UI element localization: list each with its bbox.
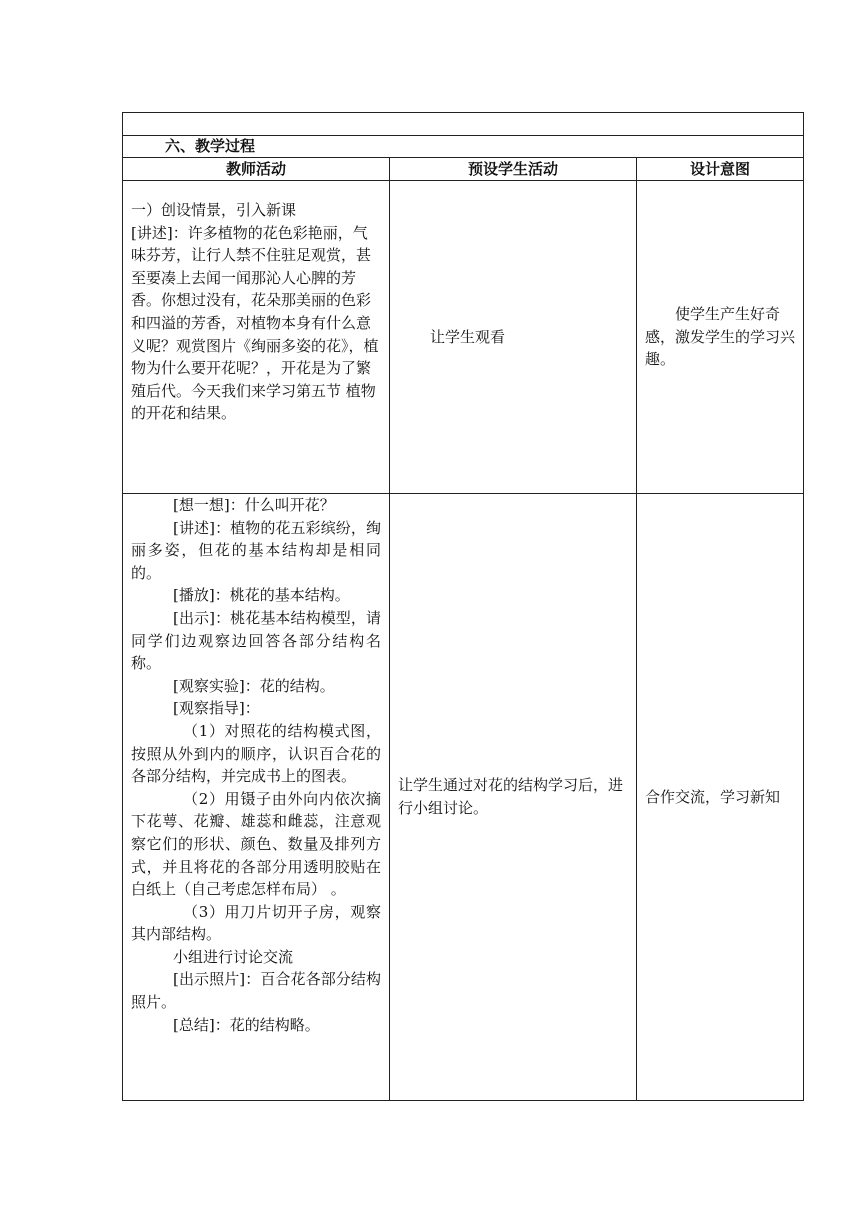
teacher-line: [总结]：花的结构略。 [173,1015,320,1034]
teacher-line: （3）用刀片切开子房，观察其内部结构。 [131,902,381,944]
header-student-activity: 预设学生活动 [390,158,637,181]
section-row [123,136,804,158]
teacher-line: [讲述]：植物的花五彩缤纷，绚丽多姿，但花的基本结构却是相同的。 [131,518,381,582]
teacher-activity-body: [讲述]：许多植物的花色彩艳丽，气味芬芳，让行人禁不住驻足观赏，甚至要凑上去闻一闻那沁人心脾的芳香。你想过没有，花朵那美丽的色彩和四溢的芳香，对植物本身有什么意义呢？观赏图片《绚丽多姿的花》，植物为什么要开花呢？，开花是为了繁殖后代。今天我们来学习第五节 植物的开花和结果。 [131,223,379,423]
teacher-line: [观察指导]： [173,699,260,718]
lesson-plan-table [122,112,804,1101]
header-teacher-activity: 教师活动 [123,158,390,181]
header-design-intent: 设计意图 [637,158,804,181]
teacher-line: 小组进行讨论交流 [173,947,294,966]
header-row [123,158,804,181]
teacher-line: （1）对照花的结构模式图，按照从外到内的顺序，认识百合花的各部分结构，并完成书上的图表。 [131,721,381,786]
blank-row [123,113,804,136]
design-intent-text: 合作交流，学习新知 [645,787,781,806]
teacher-activity-cell [123,181,390,494]
design-intent-text: 使学生产生好奇感，激发学生的学习兴趣。 [645,305,796,369]
teacher-line: [想一想]：什么叫开花？ [173,496,335,514]
teacher-line: [出示照片]：百合花各部分结构照片。 [131,970,381,1012]
design-intent-cell [637,494,804,1101]
student-activity-cell [390,494,637,1101]
teacher-line: [播放]：桃花的基本结构。 [173,586,350,605]
design-intent-cell [637,181,804,494]
student-activity-cell [390,181,637,494]
table-row [123,494,804,1101]
section-title: 六、教学过程 [123,136,804,158]
teacher-activity-cell [123,494,390,1101]
teacher-line: [观察实验]：花的结构。 [173,676,335,695]
blank-cell [123,113,804,136]
teacher-line: [出示]：桃花基本结构模型，请同学们边观察边回答各部分结构名称。 [131,608,381,673]
student-activity-text: 让学生通过对花的结构学习后，进行小组讨论。 [398,776,624,817]
teacher-line: （2）用镊子由外向内依次摘下花萼、花瓣、雄蕊和雌蕊，注意观察它们的形状、颜色、数量及排列方式，并且将花的各部分用透明胶贴在白纸上（自己考虑怎样布局） 。 [131,789,381,899]
teacher-activity-title: 一）创设情景，引入新课 [131,201,297,219]
student-activity-text: 让学生观看 [430,327,506,346]
table-row [123,181,804,494]
